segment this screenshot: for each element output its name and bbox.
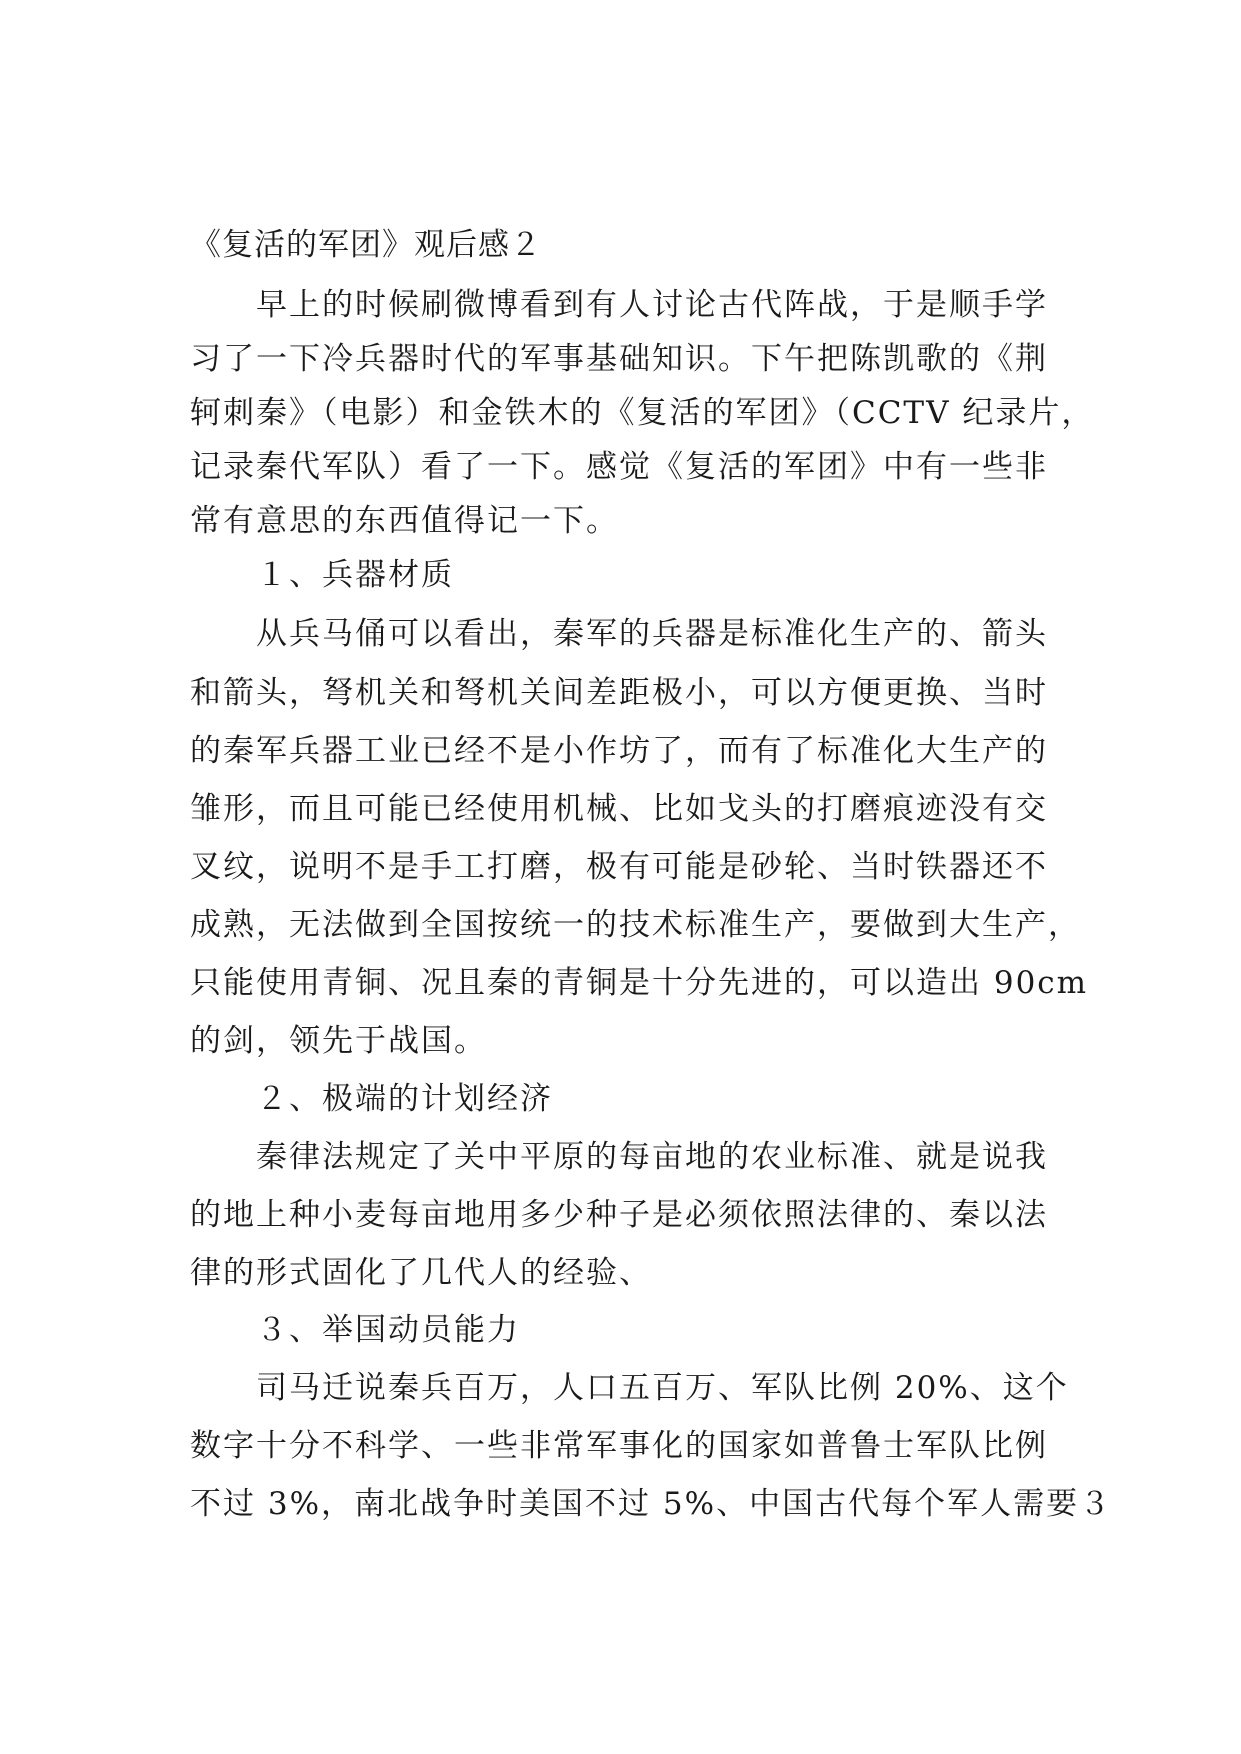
paragraph-line: 记录秦代军队）看了一下。感觉《复活的军团》中有一些非 (190, 449, 1048, 485)
paragraph-line: 数字十分不科学、一些非常军事化的国家如普鲁士军队比例 (190, 1428, 1048, 1464)
paragraph-line: 秦律法规定了关中平原的每亩地的农业标准、就是说我 (190, 1139, 1048, 1175)
paragraph-line: 的秦军兵器工业已经不是小作坊了，而有了标准化大生产的 (190, 733, 1048, 769)
paragraph-line: 只能使用青铜、况且秦的青铜是十分先进的，可以造出 90cm (190, 965, 1089, 1001)
paragraph-line: 早上的时候刷微博看到有人讨论古代阵战，于是顺手学 (190, 287, 1048, 323)
paragraph-line: 成熟，无法做到全国按统一的技术标准生产，要做到大生产， (190, 907, 1081, 943)
paragraph-line: 司马迁说秦兵百万，人口五百万、军队比例 20%、这个 (190, 1370, 1069, 1406)
paragraph-line: 雏形，而且可能已经使用机械、比如戈头的打磨痕迹没有交 (190, 791, 1048, 827)
paragraph-line: 习了一下冷兵器时代的军事基础知识。下午把陈凯歌的《荆 (190, 341, 1048, 377)
paragraph-line: 轲刺秦》（电影）和金铁木的《复活的军团》（CCTV 纪录片， (190, 395, 1095, 431)
section-heading: １、兵器材质 (190, 557, 454, 593)
paragraph-line: 从兵马俑可以看出，秦军的兵器是标准化生产的、箭头 (190, 616, 1048, 652)
section-heading: ３、举国动员能力 (190, 1312, 520, 1348)
paragraph-line: 常有意思的东西值得记一下。 (190, 503, 619, 539)
paragraph-line: 的地上种小麦每亩地用多少种子是必须依照法律的、秦以法 (190, 1197, 1048, 1233)
paragraph-line: 律的形式固化了几代人的经验、 (190, 1255, 652, 1291)
document-title: 《复活的军团》观后感２ (190, 227, 542, 263)
paragraph-line: 的剑，领先于战国。 (190, 1023, 487, 1059)
paragraph-line: 叉纹，说明不是手工打磨，极有可能是砂轮、当时铁器还不 (190, 849, 1048, 885)
paragraph-line: 不过 3%，南北战争时美国不过 5%、中国古代每个军人需要３ (190, 1486, 1113, 1522)
section-heading: ２、极端的计划经济 (190, 1081, 553, 1117)
paragraph-line: 和箭头，弩机关和弩机关间差距极小，可以方便更换、当时 (190, 675, 1048, 711)
